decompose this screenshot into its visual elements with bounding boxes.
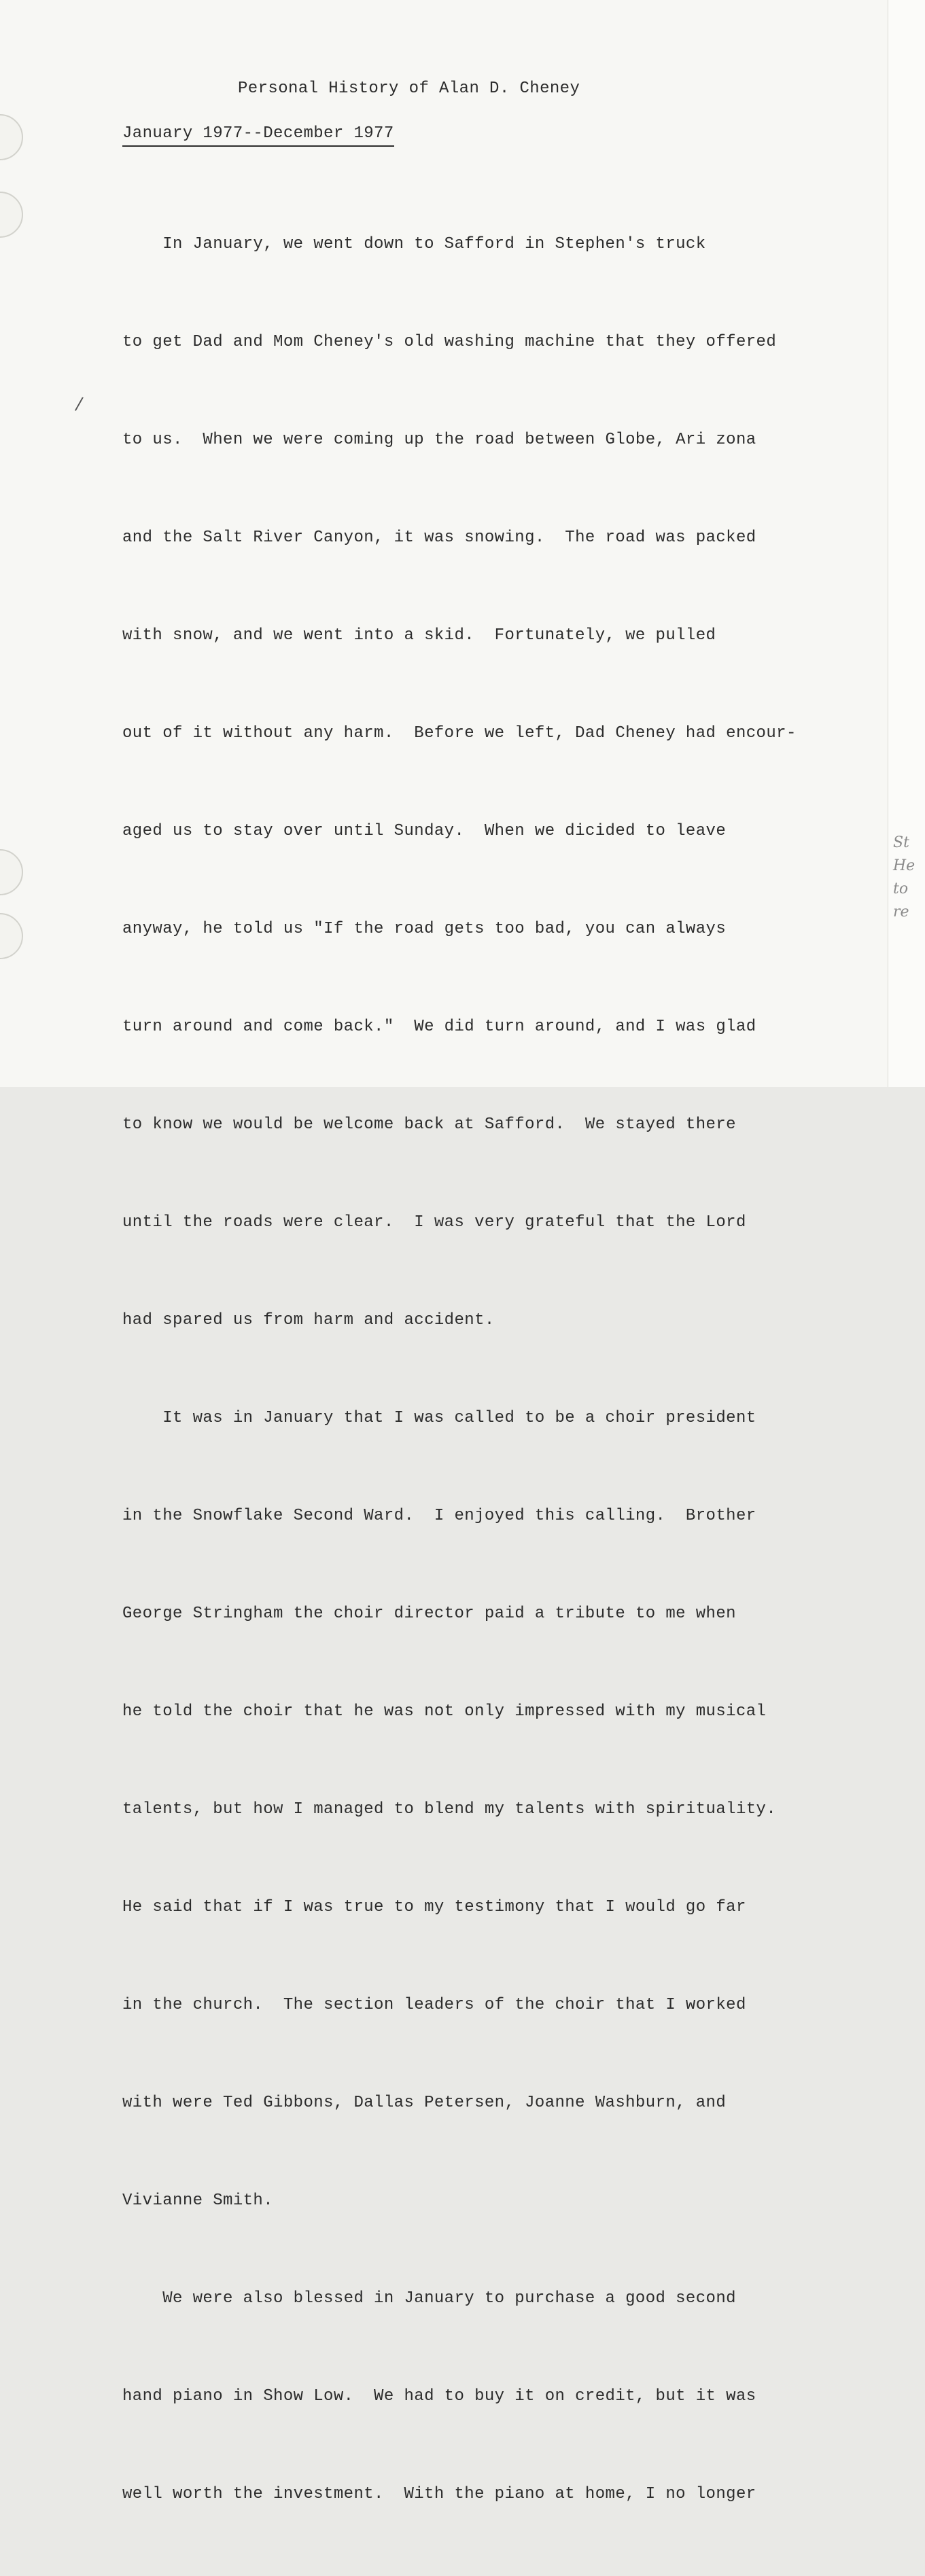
text-line: and the Salt River Canyon, it was snowing. The road was packed [122,529,756,547]
text-line: well worth the investment. With the piano at home, I no longer [122,2485,756,2503]
text-line: Vivianne Smith. [122,2192,274,2210]
text-line: in the church. The section leaders of the choir that I worked [122,1996,746,2014]
handwritten-note-line: re [893,904,909,920]
binder-hole [0,849,23,895]
text-line: We were also blessed in January to purchase a good second [122,2289,736,2308]
text-line: hand piano in Show Low. We had to buy it on credit, but it was [122,2387,756,2405]
text-line: He said that if I was true to my testimony that I would go far [122,1898,746,1916]
text-line: had spared us from harm and accident. [122,1311,495,1329]
document-body [122,163,797,2576]
binder-hole [0,913,23,959]
margin-mark: / [73,393,84,415]
text-line: anyway, he told us "If the road gets too bad, you can always [122,920,727,938]
handwritten-note [893,831,915,924]
binder-hole [0,192,23,238]
handwritten-note-line: to [893,880,909,897]
handwritten-note-line: St [893,834,909,851]
text-line: to know we would be welcome back at Safford. We stayed there [122,1115,736,1134]
next-page-edge [888,0,925,1087]
text-line: to get Dad and Mom Cheney's old washing machine that they offered [122,333,777,351]
text-line: to us. When we were coming up the road between Globe, Ari zona [122,431,756,449]
text-line: until the roads were clear. I was very grateful that the Lord [122,1213,746,1232]
document-title: Personal History of Alan D. Cheney [238,79,580,98]
text-line: out of it without any harm. Before we left, Dad Cheney had encour- [122,724,797,743]
text-line: George Stringham the choir director paid a tribute to me when [122,1605,736,1623]
text-line: talents, but how I managed to blend my talents with spirituality. [122,1800,777,1819]
text-line: in the Snowflake Second Ward. I enjoyed this calling. Brother [122,1507,756,1525]
document-date-range: January 1977--December 1977 [122,124,394,147]
text-line: In January, we went down to Safford in Stephen's truck [122,235,706,253]
text-line: aged us to stay over until Sunday. When we dicided to leave [122,822,727,840]
text-line: It was in January that I was called to be a choir president [122,1409,756,1427]
handwritten-note-line: He [893,857,915,874]
binder-hole [0,114,23,160]
text-line: with snow, and we went into a skid. Fortunately, we pulled [122,626,716,645]
text-line: turn around and come back." We did turn around, and I was glad [122,1018,756,1036]
text-line: with were Ted Gibbons, Dallas Petersen, Joanne Washburn, and [122,2094,727,2112]
text-line: he told the choir that he was not only impressed with my musical [122,1702,767,1721]
